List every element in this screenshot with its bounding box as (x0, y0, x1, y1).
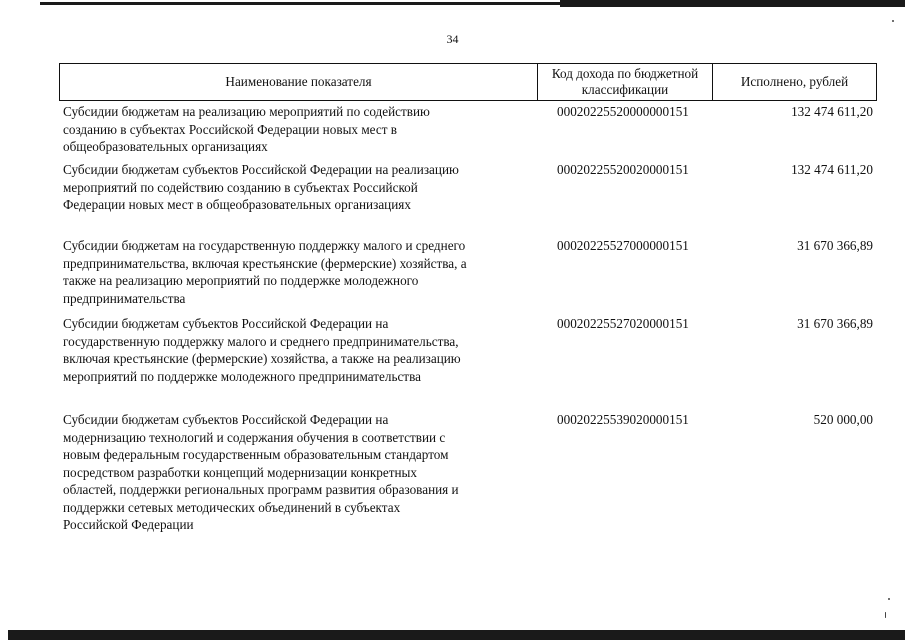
scan-edge-bottom (0, 630, 905, 640)
row-code: 00020225527000000151 (557, 238, 689, 253)
scan-bar-thick (560, 0, 905, 7)
row-name-line: поддержки сетевых методических объединений в субъектах (63, 499, 401, 515)
row-name (63, 315, 538, 385)
page-number: 34 (446, 32, 459, 46)
row-name (63, 161, 538, 214)
header-name: Наименование показателя (60, 64, 538, 100)
row-name-line: Субсидии бюджетам субъектов Российской Федерации на (63, 316, 389, 331)
row-name-line: новым федеральным государственным образовательным стандартом (63, 447, 449, 462)
row-amount: 520 000,00 (813, 412, 873, 427)
row-name-line: государственную поддержку малого и среднего предпринимательства, (63, 333, 459, 349)
row-name-line: модернизацию технологий и содержания обучения в соответствии с (63, 429, 446, 445)
row-name-line: Субсидии бюджетам субъектов Российской Федерации на реализацию (63, 162, 459, 177)
row-name-line: мероприятий по поддержке молодежного предпринимательства (63, 368, 421, 384)
row-name-line: Российской Федерации (63, 517, 194, 532)
header-code (538, 64, 713, 100)
row-name (63, 411, 538, 534)
scan-edge-top (0, 0, 905, 10)
row-amount: 31 670 366,89 (797, 238, 873, 253)
scan-speck (892, 20, 894, 22)
row-name-line: также на реализацию мероприятий по поддержке молодежного (63, 273, 419, 288)
row-name-line: созданию в субъектах Российской Федерации новых мест в (63, 121, 397, 137)
row-name (63, 237, 538, 307)
row-code: 00020225520020000151 (557, 162, 689, 177)
row-name-line: посредством разработки концепций модернизации конкретных (63, 464, 418, 480)
row-name-line: предпринимательства, включая крестьянские (фермерские) хозяйства, а (63, 255, 467, 271)
row-code: 00020225520000000151 (557, 104, 689, 119)
row-code: 00020225539020000151 (557, 412, 689, 427)
scan-speck (885, 612, 886, 618)
row-amount: 31 670 366,89 (797, 316, 873, 331)
row-amount: 132 474 611,20 (791, 104, 873, 119)
row-name-line: Федерации новых мест в общеобразовательных организациях (63, 197, 411, 212)
row-amount: 132 474 611,20 (791, 162, 873, 177)
row-name (63, 103, 538, 156)
row-name-line: мероприятий по содействию созданию в субъектах Российской (63, 179, 418, 195)
row-code: 00020225527020000151 (557, 316, 689, 331)
scan-speck (888, 598, 890, 600)
row-name-line: предпринимательства (63, 290, 186, 306)
row-name-line: Субсидии бюджетам субъектов Российской Федерации на (63, 412, 389, 427)
scan-edge-gap (0, 630, 8, 640)
row-name-line: Субсидии бюджетам на реализацию мероприятий по содействию (63, 104, 430, 119)
header-amount: Исполнено, рублей (740, 74, 849, 89)
row-name-line: включая крестьянские (фермерские) хозяйства, а также на реализацию (63, 351, 461, 366)
row-name-line: общеобразовательных организациях (63, 139, 268, 154)
table-header (59, 63, 877, 101)
header-code-line1: Код дохода по бюджетной (551, 66, 699, 81)
header-code-line2: классификации (581, 82, 669, 97)
row-name-line: областей, поддержки региональных программ развития образования и (63, 482, 459, 497)
row-name-line: Субсидии бюджетам на государственную поддержку малого и среднего (63, 238, 466, 253)
